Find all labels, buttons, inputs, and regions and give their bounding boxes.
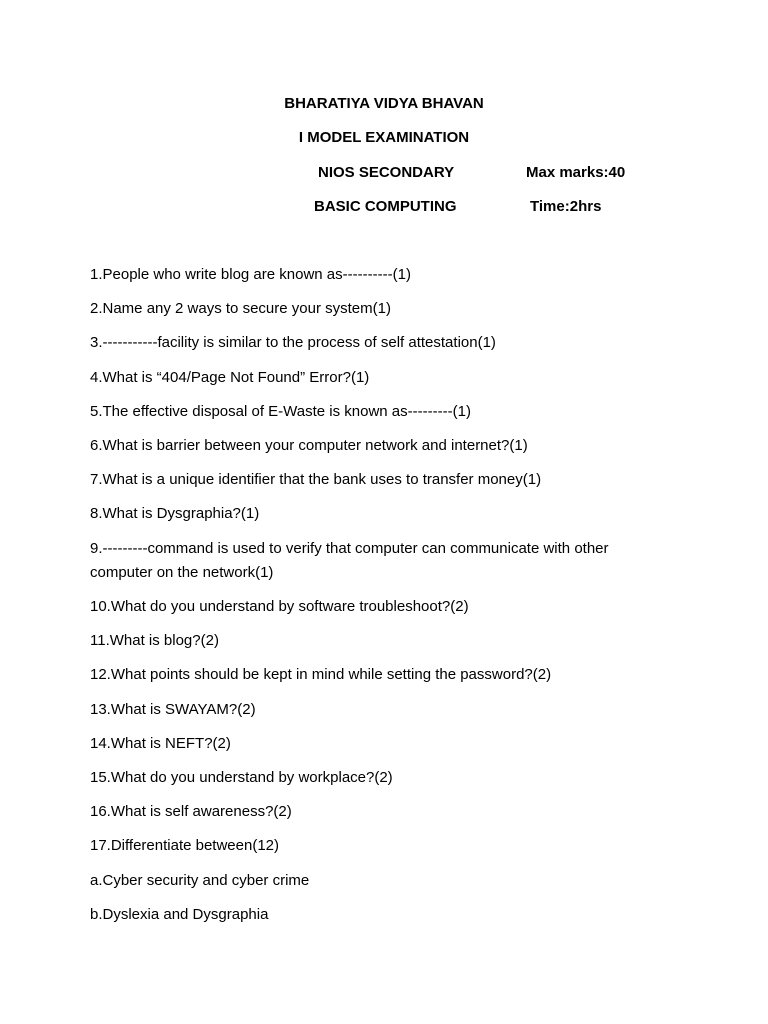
school-name: BHARATIYA VIDYA BHAVAN (284, 95, 484, 112)
question-7: 7.What is a unique identifier that the bank uses to transfer money(1) (90, 471, 542, 488)
max-marks: Max marks:40 (526, 164, 626, 181)
question-5: 5.The effective disposal of E-Waste is known as---------(1) (90, 403, 471, 420)
exam-time: Time:2hrs (530, 198, 602, 215)
question-11: 11.What is blog?(2) (90, 632, 219, 649)
question-6: 6.What is barrier between your computer network and internet?(1) (90, 437, 528, 454)
question-12: 12.What points should be kept in mind while setting the password?(2) (90, 666, 552, 683)
question-8: 8.What is Dysgraphia?(1) (90, 505, 260, 522)
question-9: 9.---------command is used to verify that computer can communicate with other computer on the network(1) (90, 540, 609, 581)
question-17: 17.Differentiate between(12) (90, 837, 280, 854)
question-17a: a.Cyber security and cyber crime (90, 872, 310, 889)
question-4: 4.What is “404/Page Not Found” Error?(1) (90, 369, 370, 386)
question-1: 1.People who write blog are known as----------(1) (90, 266, 411, 283)
question-13: 13.What is SWAYAM?(2) (90, 701, 256, 718)
question-14: 14.What is NEFT?(2) (90, 735, 231, 752)
question-15: 15.What do you understand by workplace?(2) (90, 769, 393, 786)
exam-title: I MODEL EXAMINATION (298, 129, 470, 146)
question-16: 16.What is self awareness?(2) (90, 803, 292, 820)
question-17b: b.Dyslexia and Dysgraphia (90, 906, 269, 923)
question-2: 2.Name any 2 ways to secure your system(1) (90, 300, 391, 317)
subject-name: BASIC COMPUTING (314, 198, 457, 215)
question-10: 10.What do you understand by software troubleshoot?(2) (90, 598, 469, 615)
course-name: NIOS SECONDARY (318, 164, 455, 181)
question-3: 3.-----------facility is similar to the process of self attestation(1) (90, 334, 496, 351)
